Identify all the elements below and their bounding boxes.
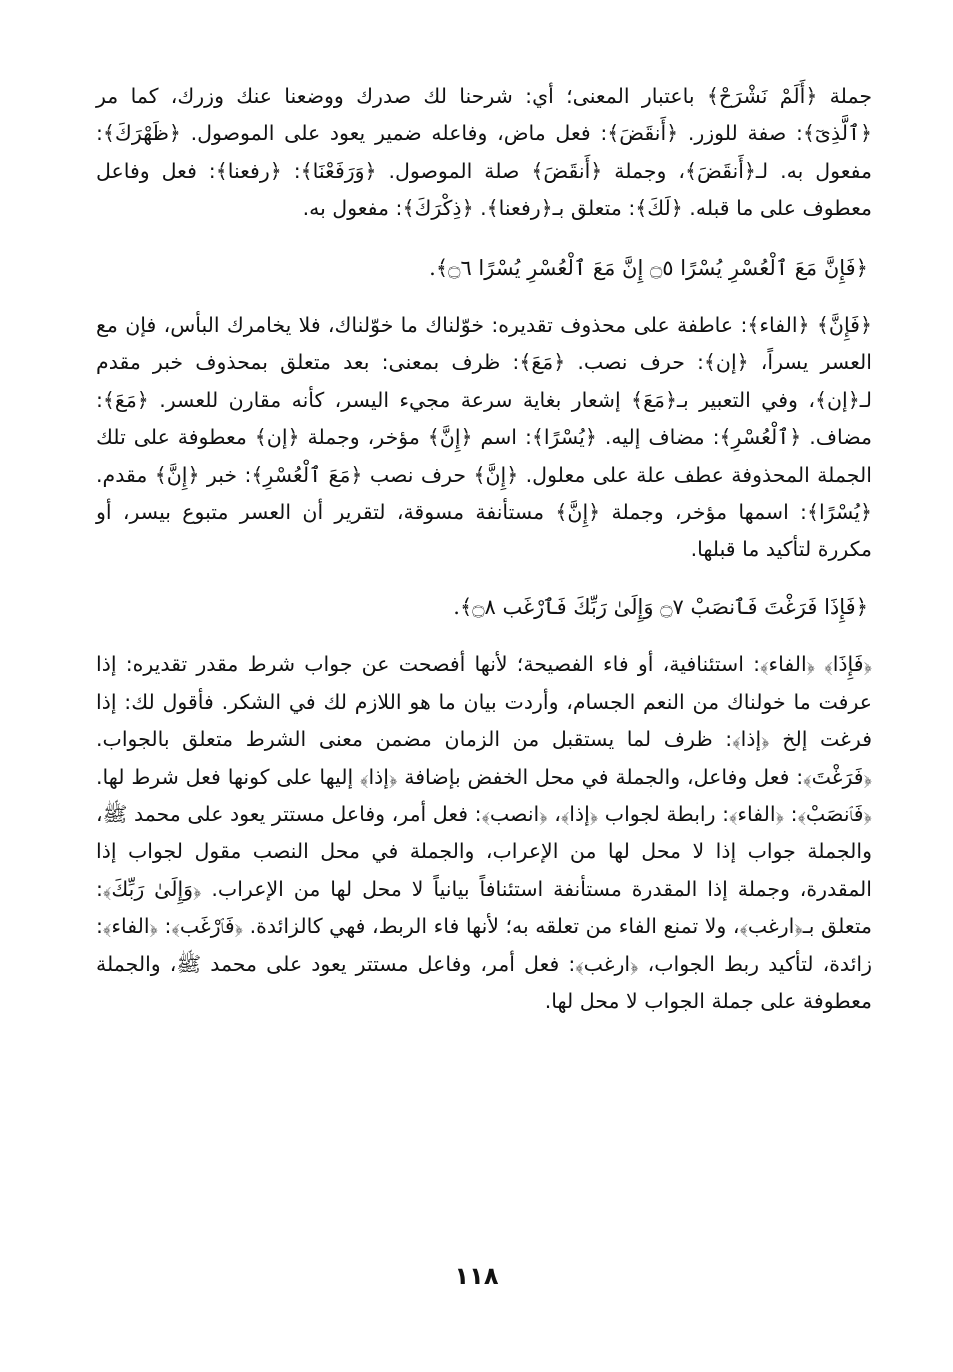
page-number: ١١٨	[454, 1262, 499, 1290]
page-body	[96, 78, 872, 1020]
paragraph-3: ﴿فَإِذَا﴾ ﴿الفاء﴾: استئنافية، أو فاء الفصيحة؛ لأنها أفصحت عن جواب شرط مقدر تقديره: إذا عرفت ما خولناك من النعم الجسام، وأردت بيان ما هو اللازم لك في الشكر. فأقول لك: إذا فرغت إلخ ﴿إذا﴾: ظرف لما يستقبل من الزمان مضمن معنى الشرط متعلق بالجواب. ﴿فَرَغْتَ﴾: فعل وفاعل، والجملة في محل الخفض بإضافة ﴿إذا﴾ إليها على كونها فعل شرط لها. ﴿فَٱنصَبْ﴾: ﴿الفاء﴾: رابطة لجواب ﴿إذا﴾، ﴿انصب﴾: فعل أمر، وفاعل مستتر يعود على محمد ﷺ، والجملة جواب إذا لا محل لها من الإعراب، والجملة في محل النصب مقول لجواب إذا المقدرة، وجملة إذا المقدرة مستأنفة استئنافاً بيانياً لا محل لها من الإعراب. ﴿وَإِلَىٰ رَبِّكَ﴾: متعلق بـ﴿ارغب﴾، ولا تمنع الفاء من تعلقه به؛ لأنها فاء الربط، فهي كالزائدة. ﴿فَٱرْغَب﴾: ﴿الفاء﴾: زائدة، لتأكيد ربط الجواب، ﴿ارغب﴾: فعل أمر، وفاعل مستتر يعود على محمد ﷺ، والجملة معطوفة على جملة الجواب لا محل لها.	[96, 652, 872, 1013]
paragraph-1: جملة ﴿أَلَمْ نَشْرَحْ﴾ باعتبار المعنى؛ أي: شرحنا لك صدرك ووضعنا عنك وزرك، كما مر ﴿ٱلَّذِىٓ﴾: صفة للوزر. ﴿أَنقَضَ﴾: فعل ماض، وفاعله ضمير يعود على الموصول. ﴿ظَهْرَكَ﴾: مفعول به. لـ﴿أَنقَضَ﴾، وجملة ﴿أَنقَضَ﴾ صلة الموصول. ﴿وَرَفَعْنَا﴾: ﴿رفعنا﴾: فعل وفاعل معطوف على ما قبله. ﴿لَكَ﴾: متعلق بـ﴿رفعنا﴾. ﴿ذِكْرَكَ﴾: مفعول به.	[96, 84, 872, 221]
quran-verse-1: ﴿فَإِنَّ مَعَ ٱلْعُسْرِ يُسْرًا ۝٥ إِنَّ مَعَ ٱلْعُسْرِ يُسْرًا ۝٦﴾.	[429, 255, 868, 280]
quran-verse-2: ﴿فَإِذَا فَرَغْتَ فَٱنصَبْ ۝٧ وَإِلَىٰ رَبِّكَ فَٱرْغَب ۝٨﴾.	[453, 594, 868, 619]
paragraph-2: ﴿فَإِنَّ﴾ ﴿الفاء﴾: عاطفة على محذوف تقديره: خوّلناك ما خوّلناك، فلا يخامرك البأس، فإن مع العسر يسراً، ﴿إن﴾: حرف نصب. ﴿مَعَ﴾: ظرف بمعنى: بعد متعلق بمحذوف خبر مقدم لـ﴿إن﴾، وفي التعبير بـ﴿مَعَ﴾ إشعار بغاية سرعة مجيء اليسر، كأنه مقارن للعسر. ﴿مَعَ﴾: مضاف. ﴿ٱلْعُسْرِ﴾: مضاف إليه. ﴿يُسْرًا﴾: اسم ﴿إِنَّ﴾ مؤخر، وجملة ﴿إن﴾ معطوفة على تلك الجملة المحذوفة عطف علة على معلول. ﴿إِنَّ﴾ حرف نصب ﴿مَعَ ٱلْعُسْرِ﴾: خبر ﴿إِنَّ﴾ مقدم. ﴿يُسْرًا﴾: اسمها مؤخر، وجملة ﴿إِنَّ﴾ مستأنفة مسوقة، لتقرير أن العسر متبوع بيسر، أو مكررة لتأكيد ما قبلها.	[96, 313, 872, 562]
